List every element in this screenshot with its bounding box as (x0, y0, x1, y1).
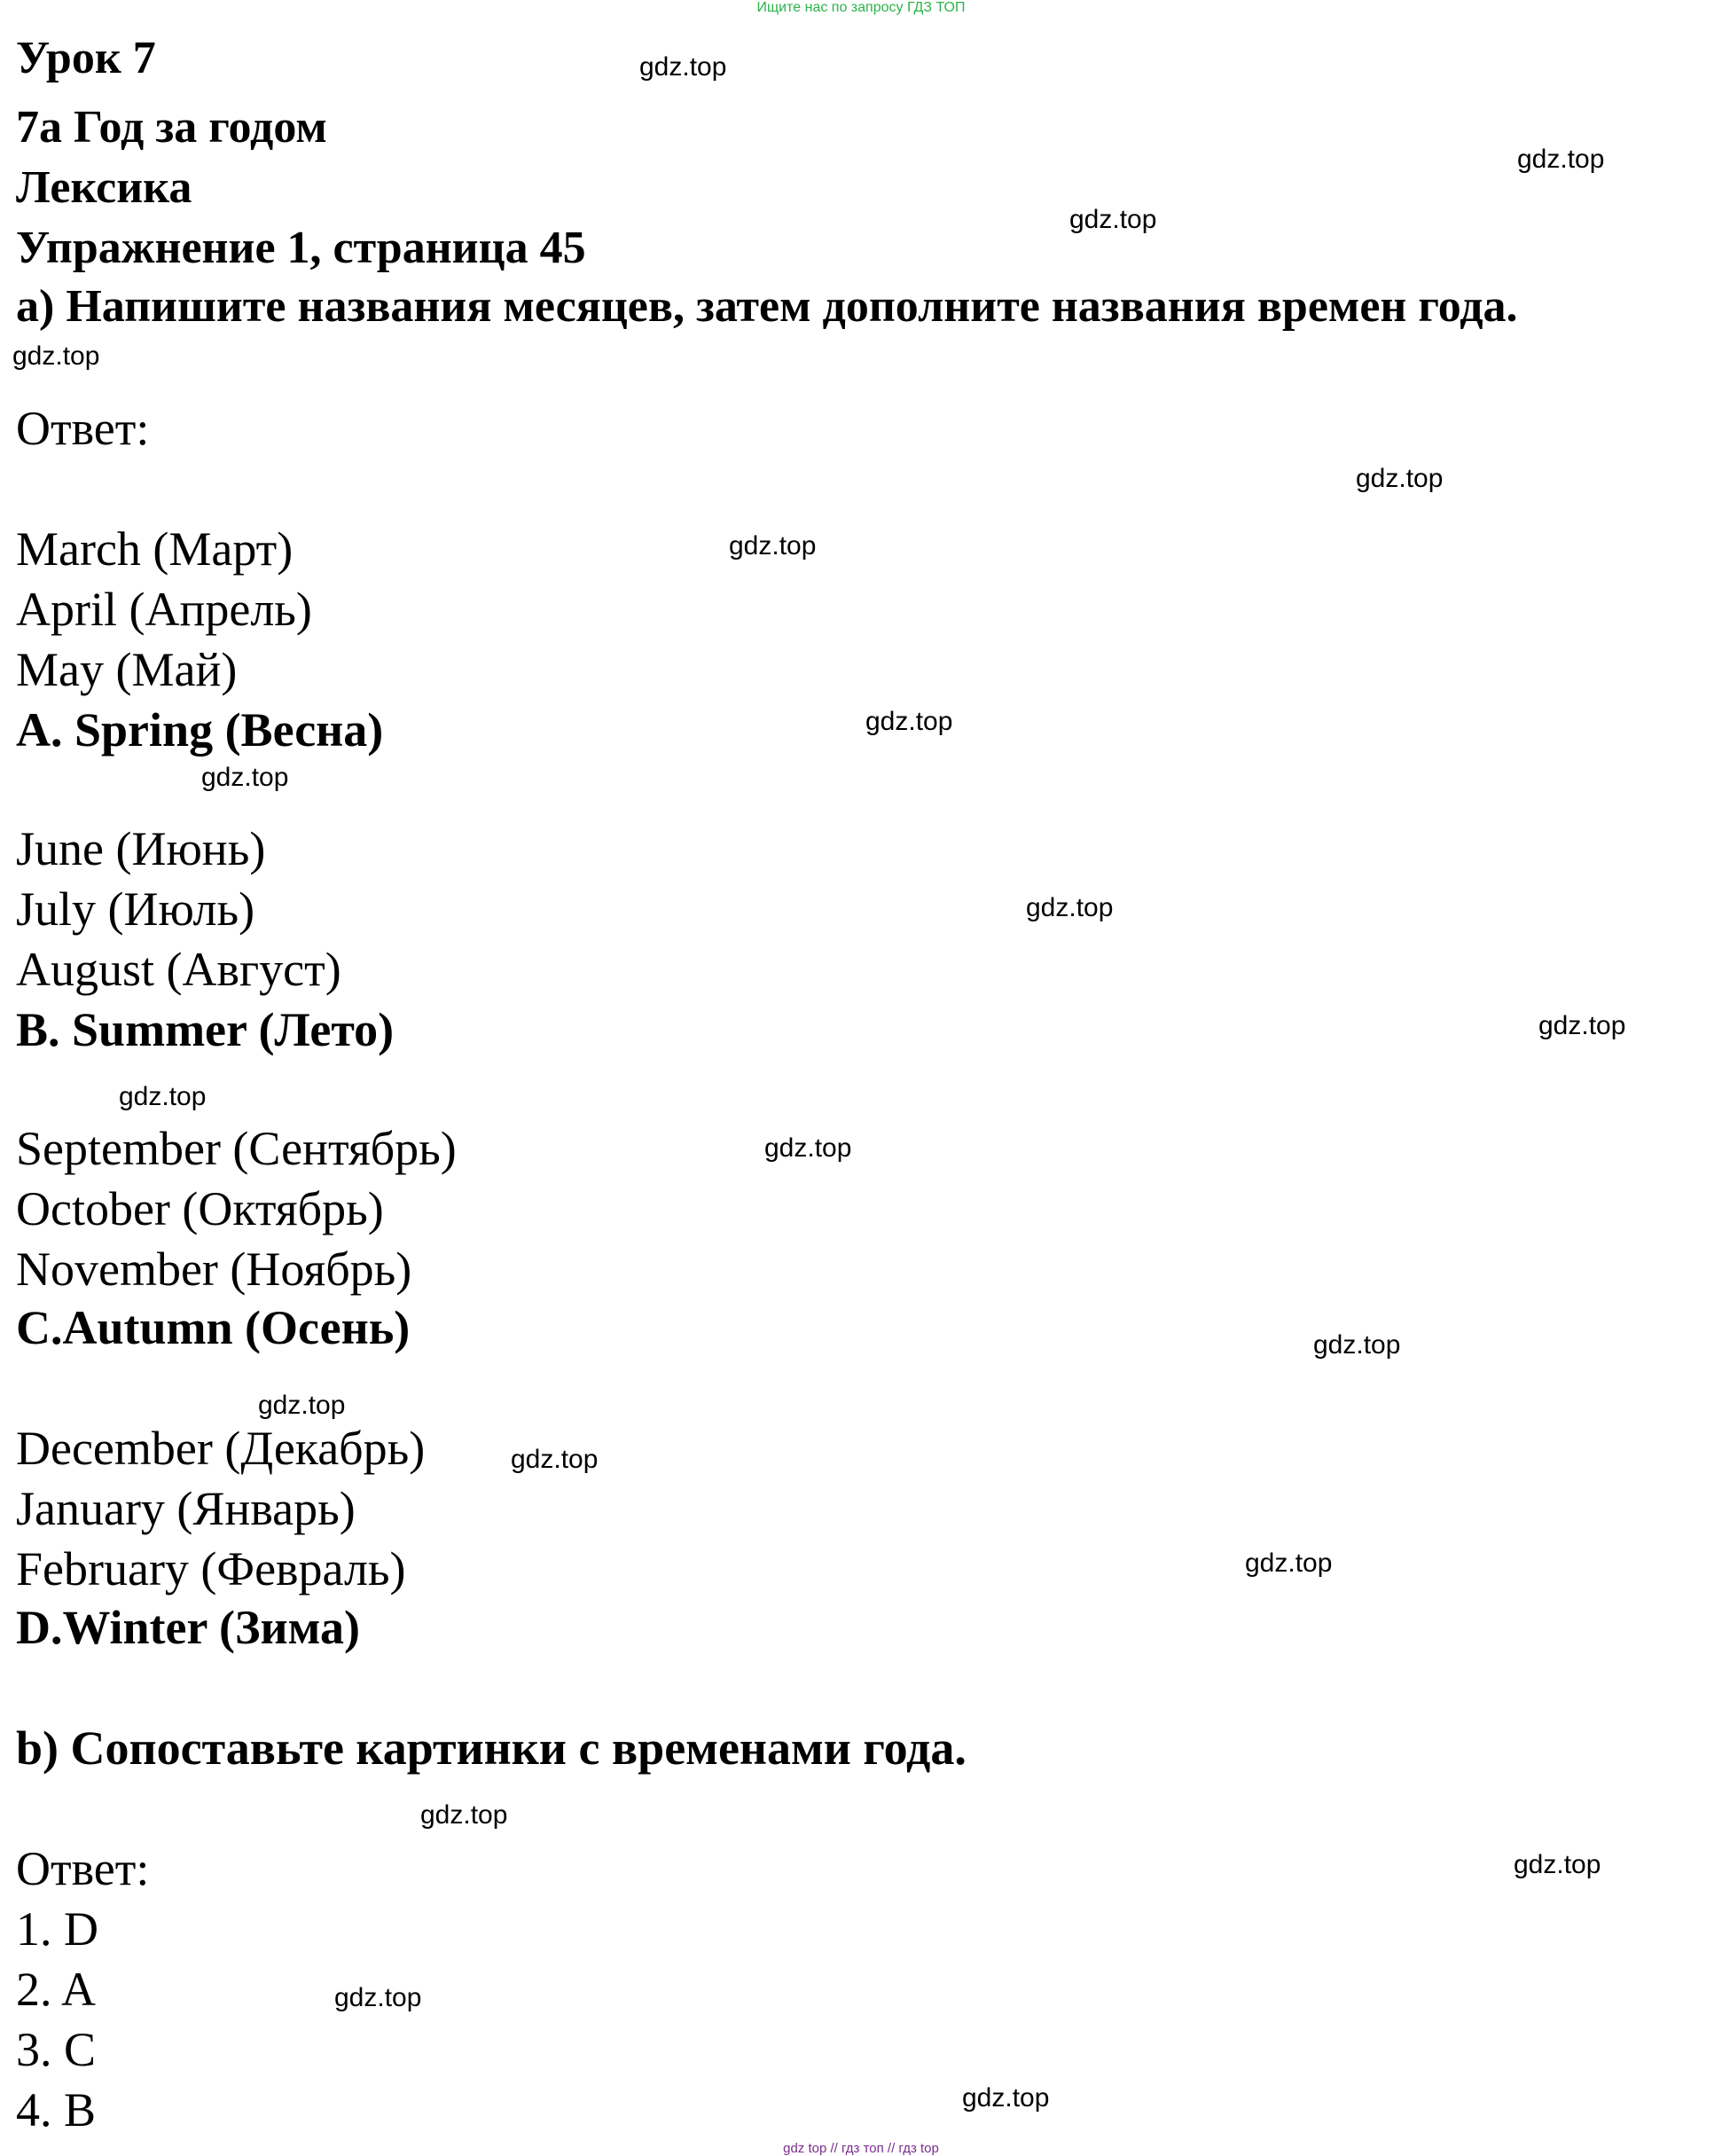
top-banner[interactable]: Ищите нас по запросу ГДЗ ТОП (756, 0, 966, 15)
unit-title: 7a Год за годом (16, 102, 327, 153)
month-item: November (Ноябрь) (16, 1243, 412, 1296)
month-item: June (Июнь) (16, 822, 266, 875)
watermark: gdz.top (334, 1983, 422, 2012)
watermark: gdz.top (729, 531, 817, 561)
watermark: gdz.top (865, 707, 953, 736)
section-title: Лексика (16, 162, 192, 213)
answer-b-item: 2. A (16, 1963, 97, 2016)
answer-b-item: 4. B (16, 2083, 97, 2136)
watermark: gdz.top (1538, 1011, 1626, 1040)
watermark: gdz.top (1026, 893, 1114, 922)
month-item: February (Февраль) (16, 1542, 406, 1595)
month-item: January (Январь) (16, 1482, 356, 1535)
watermark: gdz.top (1245, 1548, 1333, 1578)
season-label: C.Autumn (Осень) (16, 1301, 411, 1354)
answer-b-item: 1. D (16, 1902, 98, 1956)
task-b-instruction: b) Сопоставьте картинки с временами года. (16, 1721, 967, 1775)
month-item: May (Май) (16, 643, 238, 696)
watermark: gdz.top (1313, 1330, 1401, 1360)
month-item: August (Август) (16, 943, 341, 996)
task-a-instruction: a) Напишите названия месяцев, затем дополните названия времен года. (16, 281, 1518, 332)
watermark: gdz.top (119, 1082, 207, 1111)
month-item: September (Сентябрь) (16, 1122, 457, 1175)
lesson-title: Урок 7 (16, 33, 156, 83)
exercise-title: Упражнение 1, страница 45 (16, 223, 586, 273)
watermark: gdz.top (962, 2083, 1050, 2113)
answer-b-item: 3. C (16, 2023, 97, 2076)
season-label: A. Spring (Весна) (16, 703, 384, 757)
watermark: gdz.top (764, 1133, 852, 1163)
answer-b-label: Ответ: (16, 1842, 150, 1895)
footer-links[interactable]: gdz top // гдз топ // гдз top (783, 2141, 939, 2156)
month-item: July (Июль) (16, 882, 255, 936)
month-item: March (Март) (16, 522, 294, 576)
watermark: gdz.top (1514, 1850, 1601, 1879)
watermark: gdz.top (201, 763, 289, 792)
watermark: gdz.top (1356, 464, 1444, 493)
season-label: B. Summer (Лето) (16, 1003, 395, 1056)
watermark: gdz.top (258, 1391, 346, 1420)
watermark: gdz.top (1069, 205, 1157, 234)
month-item: April (Апрель) (16, 583, 312, 636)
answer-a-label: Ответ: (16, 402, 150, 455)
month-item: December (Декабрь) (16, 1422, 426, 1475)
month-item: October (Октябрь) (16, 1182, 384, 1235)
watermark: gdz.top (1517, 145, 1605, 174)
watermark: gdz.top (12, 341, 100, 371)
watermark: gdz.top (639, 52, 727, 82)
watermark: gdz.top (511, 1445, 599, 1474)
season-label: D.Winter (Зима) (16, 1601, 360, 1654)
watermark: gdz.top (420, 1800, 508, 1830)
